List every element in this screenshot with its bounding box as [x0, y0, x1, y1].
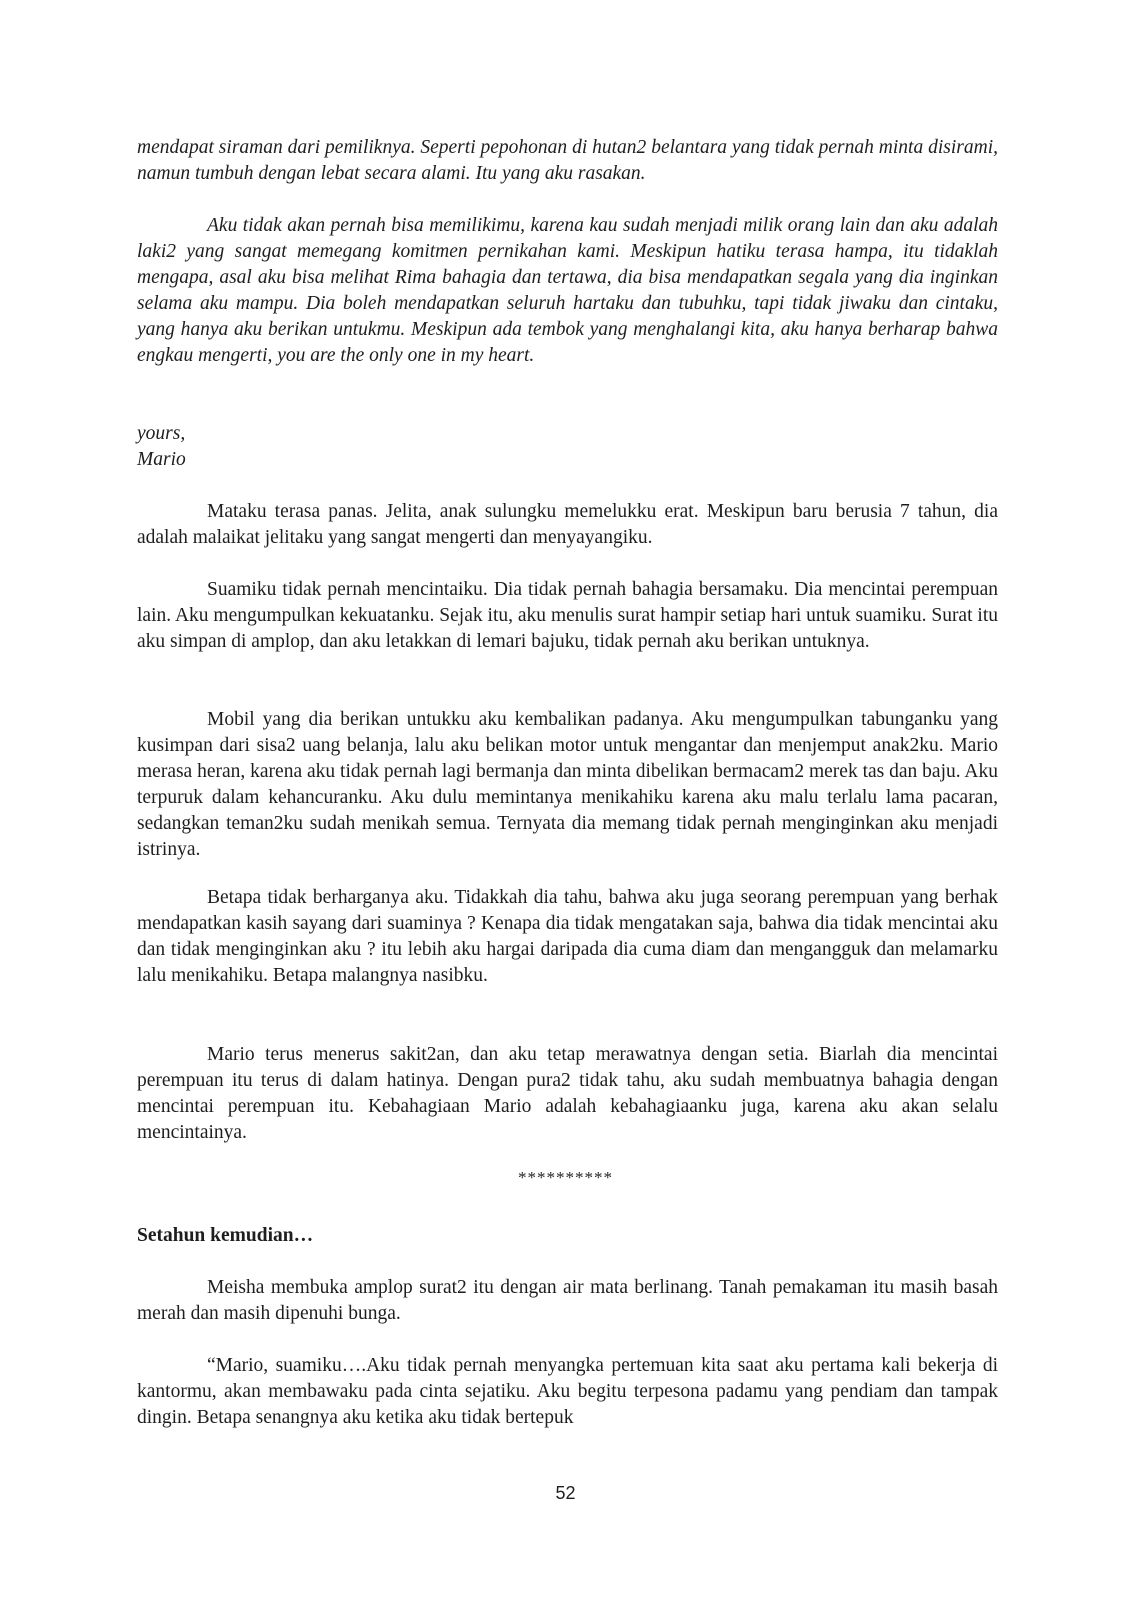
body-paragraph-2: Suamiku tidak pernah mencintaiku. Dia tidak pernah bahagia bersamaku. Dia mencintai perempuan lain. Aku mengumpulkan kekuatanku. Sejak itu, aku menulis surat hampir setiap hari untuk suamiku. Surat itu aku simpan di amplop, dan aku letakkan di lemari bajuku, tidak pernah aku berikan untuknya. — [137, 579, 998, 652]
body-paragraph-3: Mobil yang dia berikan untukku aku kembalikan padanya. Aku mengumpulkan tabunganku yang kusimpan dari sisa2 uang belanja, lalu aku belikan motor untuk mengantar dan menjemput anak2ku. Mario merasa heran, karena aku tidak pernah lagi bermanja dan minta dibelikan bermacam2 merek tas dan baju. Aku terpuruk dalam kehancuranku. Aku dulu memintanya menikahiku karena aku malu terlalu lama pacaran, sedangkan teman2ku sudah menikah semua. Ternyata dia memang tidak pernah menginginkan aku menjadi istrinya. — [137, 709, 998, 860]
letter-paragraph-2: Aku tidak akan pernah bisa memilikimu, karena kau sudah menjadi milik orang lain dan aku adalah laki2 yang sangat memegang komitmen pernikahan kami. Meskipun hatiku terasa hampa, itu tidaklah mengapa, asal aku bisa melihat Rima bahagia dan tertawa, dia bisa mendapatkan segala yang dia inginkan selama aku mampu. Dia boleh mendapatkan seluruh hartaku dan tubuhku, tapi tidak jiwaku dan cintaku, yang hanya aku berikan untukmu. Meskipun ada tembok yang menghalangi kita, aku hanya berharap bahwa engkau mengerti, you are the only one in my heart. — [137, 215, 998, 366]
body-paragraph-5: Mario terus menerus sakit2an, dan aku tetap merawatnya dengan setia. Biarlah dia mencintai perempuan itu terus di dalam hatinya. Dengan pura2 tidak tahu, aku sudah membuatnya bahagia dengan mencintai perempuan itu. Kebahagiaan Mario adalah kebahagiaanku juga, karena aku akan selalu mencintainya. — [137, 1044, 998, 1143]
letter-paragraph-1: mendapat siraman dari pemiliknya. Seperti pepohonan di hutan2 belantara yang tidak pernah minta disirami, namun tumbuh dengan lebat secara alami. Itu yang aku rasakan. — [137, 137, 998, 184]
page-number: 52 — [555, 1483, 576, 1503]
body-paragraph-4: Betapa tidak berharganya aku. Tidakkah dia tahu, bahwa aku juga seorang perempuan yang berhak mendapatkan kasih sayang dari suaminya ? Kenapa dia tidak mengatakan saja, bahwa dia tidak mencintai aku dan tidak menginginkan aku ? itu lebih aku hargai daripada dia cuma diam dan mengangguk dan melamarku lalu menikahiku. Betapa malangnya nasibku. — [137, 887, 998, 986]
section-separator: ********** — [518, 1168, 613, 1187]
body-paragraph-1: Mataku terasa panas. Jelita, anak sulungku memelukku erat. Meskipun baru berusia 7 tahun, dia adalah malaikat jelitaku yang sangat mengerti dan menyayangiku. — [137, 501, 998, 548]
section-heading: Setahun kemudian… — [137, 1225, 314, 1246]
letter-signature: Mario — [137, 449, 186, 470]
section-paragraph-1: Meisha membuka amplop surat2 itu dengan air mata berlinang. Tanah pemakaman itu masih basah merah dan masih dipenuhi bunga. — [137, 1277, 998, 1324]
letter-closing: yours, — [137, 423, 186, 444]
section-paragraph-2: “Mario, suamiku….Aku tidak pernah menyangka pertemuan kita saat aku pertama kali bekerja di kantormu, akan membawaku pada cinta sejatiku. Aku begitu terpesona padamu yang pendiam dan tampak dingin. Betapa senangnya aku ketika aku tidak bertepuk — [137, 1355, 998, 1428]
